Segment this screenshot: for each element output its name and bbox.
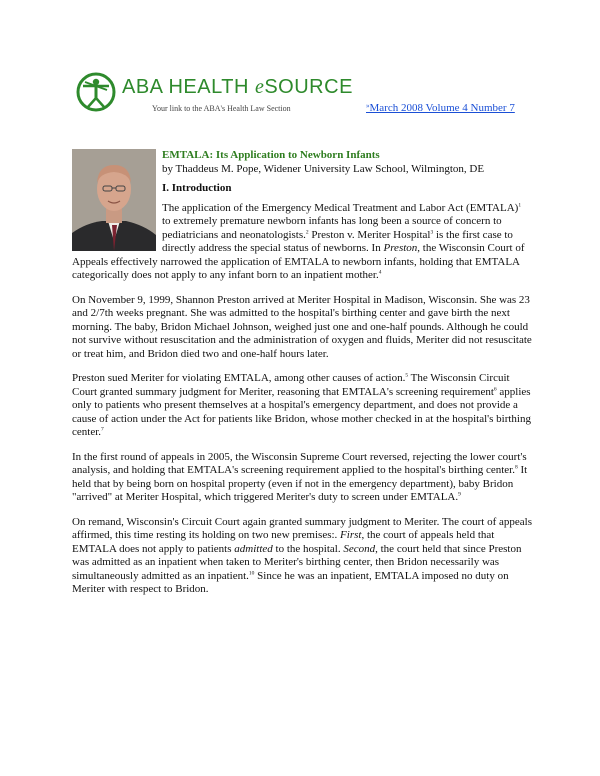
issue-link[interactable]: »March 2008 Volume 4 Number 7 — [366, 102, 515, 114]
footnote-ref[interactable]: 5 — [405, 372, 409, 379]
footnote-ref[interactable]: 6 — [493, 385, 497, 392]
paragraph-facts: On November 9, 1999, Shannon Preston arrived at Meriter Hospital in Madison, Wisconsin. She was 23 and 2/7th weeks pregnant. She was admitted to the hospital's birthing center and gave birth the next morning. The baby, Bridon Michael Johnson, weighed just one and one-half pounds. Although he could not survive without resuscitation and the administration of oxygen and fluids, Meriter did not resuscitate or treat him, and Bridon died two and one-half hours later. — [72, 293, 532, 360]
footnote-ref[interactable]: 2 — [305, 228, 309, 235]
footnote-ref[interactable]: 7 — [101, 426, 104, 433]
brand-name: ABA HEALTH eSOURCE — [122, 76, 353, 98]
article-byline: by Thaddeus M. Pope, Widener University Law School, Wilmington, DE — [162, 162, 485, 175]
vitruvian-logo-icon — [76, 72, 116, 112]
paragraph-remand: On remand, Wisconsin's Circuit Court again granted summary judgment to Meriter. The court of appeals affirmed, this time resting its holding on two new premises:. First, the court of appeals held that EMTALA does not apply to patients admitted to the hospital. Second, the court held that since Preston was admitted as an inpatient when taken to Meriter's birthing center, then Bridon necessarily was simultaneously admitted as an inpatient.$^{10}$ Since he was an inpatient, EMTALA imposed no duty on Meriter with respect to Bridon. — [72, 515, 532, 595]
paragraph-lawsuit: Preston sued Meriter for violating EMTALA, among other causes of action.$^5$ The Wisconsin Circuit Court granted summary judgment for Meriter, reasoning that EMTALA's screening requirement$^6$ applies only to patients who present themselves at a hospital's emergency department, and does not provide a cause of action under the Act for patients like Bridon, whose mother checked in at the hospital's birthing center.$^7$ — [72, 372, 531, 438]
photo-spacer — [72, 149, 162, 252]
article — [72, 149, 532, 608]
section-heading: I. Introduction — [162, 182, 232, 194]
masthead — [76, 72, 536, 122]
paragraph-appeal: In the first round of appeals in 2005, the Wisconsin Supreme Court reversed, rejecting the lower court's analysis, and holding that EMTALA's screening requirement applied to the hospital's birthing center.$^8$ It held that by being born on hospital property (even if not in the emergency department), baby Bridon "arrived" at Meriter Hospital, which triggered Meriter's duty to screen under EMTALA.$^9$ — [72, 450, 528, 503]
footnote-ref[interactable]: 4 — [378, 269, 382, 276]
tagline: Your link to the ABA's Health Law Section — [152, 104, 291, 113]
footnote-ref[interactable]: 1 — [518, 201, 522, 208]
footnote-ref[interactable]: 8 — [514, 464, 518, 471]
paragraph-intro: The application of the Emergency Medical Treatment and Labor Act (EMTALA)$^1$ to extremely premature newborn infants has long been a source of concern to pediatricians and neonatologists.$^2$ Preston v. Meriter Hospital$^3$ is the first case to directly address the special status of newborns. In Preston, the Wisconsin Court of Appeals effectively narrowed the application of EMTALA to newborn infants, holding that EMTALA categorically does not apply to any infant born to an inpatient mother.$^4$ — [72, 201, 525, 281]
article-title: EMTALA: Its Application to Newborn Infants — [162, 149, 380, 161]
footnote-ref[interactable]: 9 — [458, 491, 461, 498]
footnote-ref[interactable]: 3 — [430, 228, 434, 235]
footnote-ref[interactable]: 10 — [248, 569, 255, 576]
